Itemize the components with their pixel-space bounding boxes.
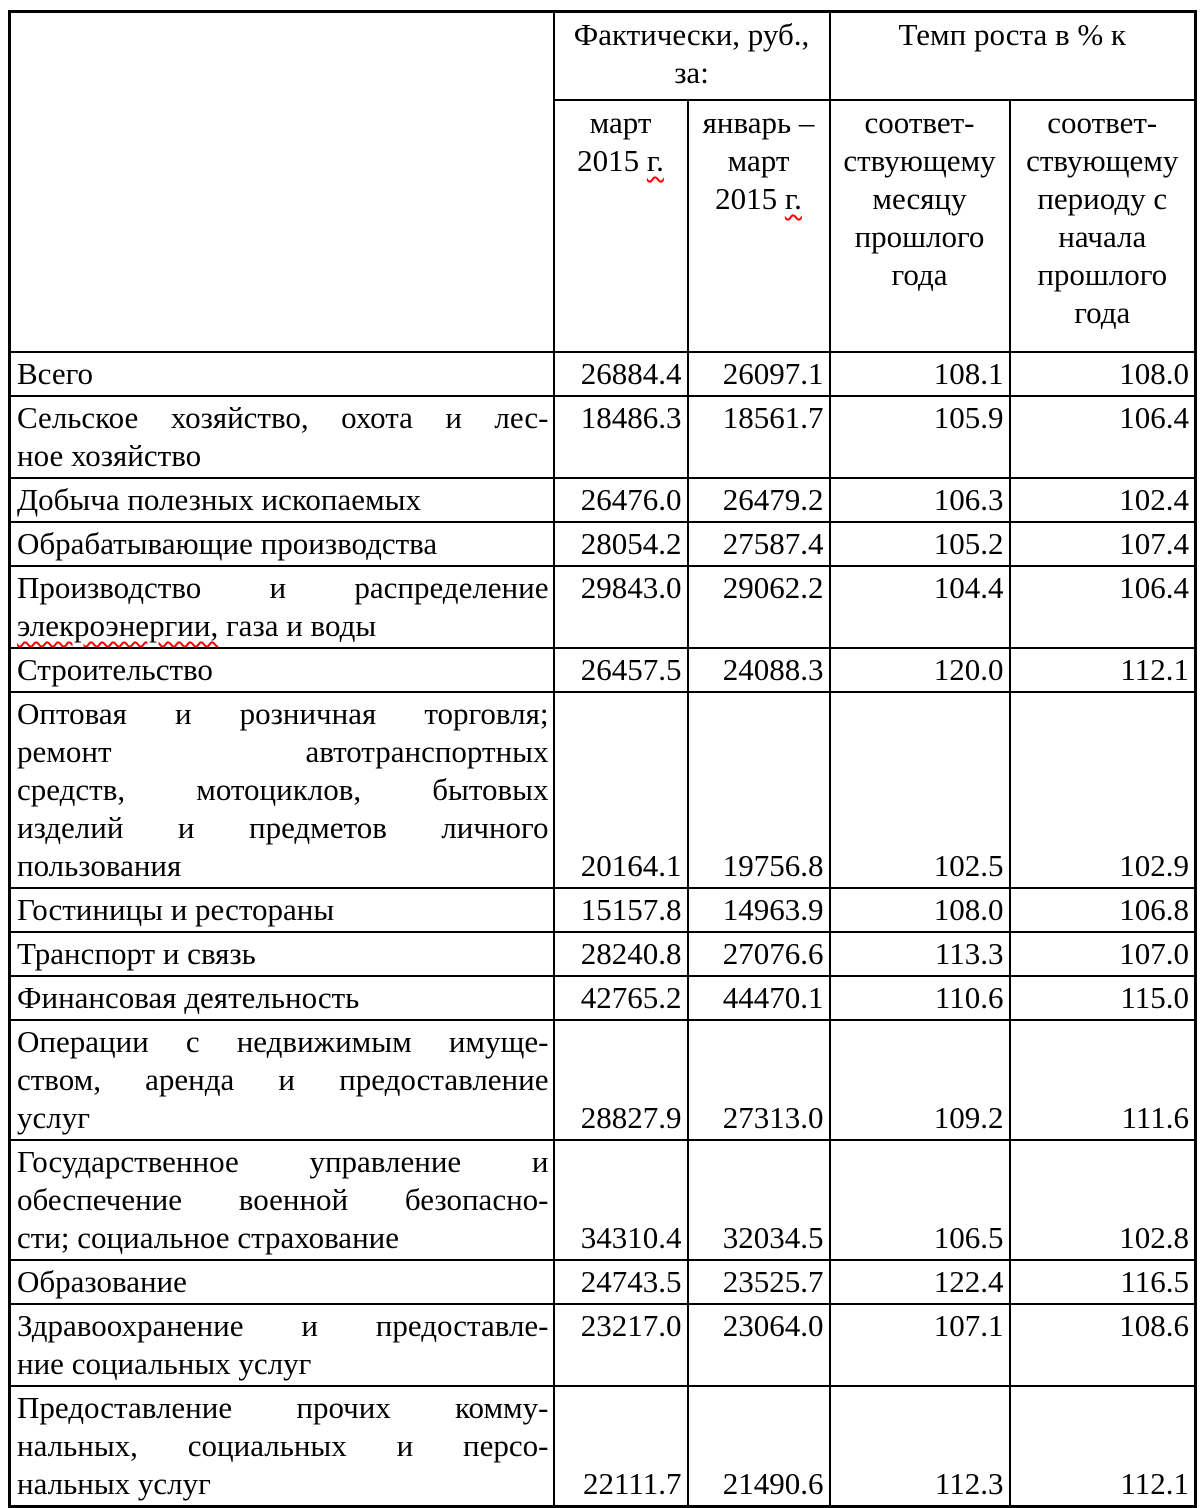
col-header-line: месяцу (872, 181, 967, 216)
misspelled-abbrev: г. (784, 181, 802, 216)
value-growth-vs-period: 106.4 (1010, 396, 1196, 478)
row-label-cell (10, 692, 554, 888)
table-row (10, 1304, 1196, 1386)
row-label-line: изделий и предметов личного (17, 810, 549, 845)
table-row (10, 1140, 1196, 1260)
row-label-cell (10, 1260, 554, 1304)
value-jan-march-2015: 29062.2 (688, 566, 830, 648)
col-header-growth-vs-month (830, 100, 1010, 352)
col-header-line: периоду с (1037, 181, 1168, 216)
value-growth-vs-period: 111.6 (1010, 1020, 1196, 1140)
table-row (10, 888, 1196, 932)
row-label-line: обеспечение военной безопасно- (17, 1182, 549, 1217)
value-growth-vs-month: 109.2 (830, 1020, 1010, 1140)
value-march-2015: 26457.5 (554, 648, 688, 692)
value-march-2015: 20164.1 (554, 692, 688, 888)
row-label-cell (10, 932, 554, 976)
row-label-cell (10, 478, 554, 522)
value-jan-march-2015: 27076.6 (688, 932, 830, 976)
value-growth-vs-period: 115.0 (1010, 976, 1196, 1020)
value-jan-march-2015: 19756.8 (688, 692, 830, 888)
misspelled-abbrev: г. (646, 143, 664, 178)
row-label-cell (10, 352, 554, 396)
header-group-row (10, 12, 1196, 101)
table-body (10, 352, 1196, 1507)
value-march-2015: 23217.0 (554, 1304, 688, 1386)
row-label-line: нальных услуг (17, 1466, 211, 1501)
value-march-2015: 29843.0 (554, 566, 688, 648)
row-label-line: Обрабатывающие производства (17, 526, 438, 561)
wages-by-industry-table (8, 10, 1197, 1508)
row-label-cell (10, 648, 554, 692)
row-label-cell (10, 1386, 554, 1507)
value-jan-march-2015: 27313.0 (688, 1020, 830, 1140)
value-march-2015: 26476.0 (554, 478, 688, 522)
value-growth-vs-month: 108.1 (830, 352, 1010, 396)
col-header-line: прошлого (854, 219, 985, 254)
row-label-line: Финансовая деятельность (17, 980, 360, 1015)
value-march-2015: 24743.5 (554, 1260, 688, 1304)
value-growth-vs-period: 106.8 (1010, 888, 1196, 932)
row-label-cell (10, 1020, 554, 1140)
col-header-line: года (891, 257, 948, 292)
value-growth-vs-month: 107.1 (830, 1304, 1010, 1386)
col-header-jan-march-2015 (688, 100, 830, 352)
value-growth-vs-period: 108.6 (1010, 1304, 1196, 1386)
table-row (10, 352, 1196, 396)
value-march-2015: 15157.8 (554, 888, 688, 932)
row-label-line: ремонт автотранспортных (17, 734, 549, 769)
row-label-line: сти; социальное страхование (17, 1220, 400, 1255)
fact-group-line: за: (674, 55, 709, 90)
value-growth-vs-month: 105.2 (830, 522, 1010, 566)
table-header (10, 12, 1196, 353)
value-growth-vs-period: 107.4 (1010, 522, 1196, 566)
row-label-cell (10, 396, 554, 478)
row-label-cell (10, 566, 554, 648)
value-jan-march-2015: 14963.9 (688, 888, 830, 932)
value-growth-vs-period: 102.8 (1010, 1140, 1196, 1260)
growth-group-header: Темп роста в % к (830, 12, 1196, 101)
fact-group-header (554, 12, 830, 101)
table-row (10, 566, 1196, 648)
row-label-line (17, 607, 549, 645)
col-header-line: ствующему (843, 143, 996, 178)
value-march-2015: 28240.8 (554, 932, 688, 976)
value-march-2015: 22111.7 (554, 1386, 688, 1507)
row-label-cell (10, 1140, 554, 1260)
row-label-line: Образование (17, 1264, 187, 1299)
value-growth-vs-month: 108.0 (830, 888, 1010, 932)
table-row (10, 1386, 1196, 1507)
row-label-cell (10, 888, 554, 932)
value-jan-march-2015: 26479.2 (688, 478, 830, 522)
industry-column-header (10, 12, 554, 353)
value-jan-march-2015: 27587.4 (688, 522, 830, 566)
row-label-line: Предоставление прочих комму- (17, 1390, 549, 1425)
row-label-line: Производство и распределение (17, 570, 549, 605)
table-row (10, 648, 1196, 692)
col-header-line (693, 180, 825, 218)
row-label-cell (10, 1304, 554, 1386)
col-header-growth-vs-period (1010, 100, 1196, 352)
value-growth-vs-period: 102.9 (1010, 692, 1196, 888)
col-header-line: март (727, 143, 790, 178)
col-header-line: соответ- (1047, 105, 1158, 140)
row-label-line: Оптовая и розничная торговля; (17, 696, 549, 731)
value-growth-vs-period: 106.4 (1010, 566, 1196, 648)
row-label-line: Сельское хозяйство, охота и лес- (17, 400, 549, 435)
row-label-line: ние социальных услуг (17, 1346, 312, 1381)
table-row (10, 522, 1196, 566)
col-header-line: соответ- (864, 105, 975, 140)
value-growth-vs-month: 106.3 (830, 478, 1010, 522)
value-growth-vs-period: 102.4 (1010, 478, 1196, 522)
value-jan-march-2015: 26097.1 (688, 352, 830, 396)
col-header-line: март (589, 105, 652, 140)
value-jan-march-2015: 44470.1 (688, 976, 830, 1020)
value-jan-march-2015: 21490.6 (688, 1386, 830, 1507)
value-growth-vs-period: 112.1 (1010, 648, 1196, 692)
value-march-2015: 18486.3 (554, 396, 688, 478)
value-growth-vs-month: 104.4 (830, 566, 1010, 648)
value-growth-vs-month: 113.3 (830, 932, 1010, 976)
label-text: газа и воды (218, 608, 377, 643)
row-label-line: услуг (17, 1100, 90, 1135)
value-march-2015: 42765.2 (554, 976, 688, 1020)
row-label-line: Всего (17, 356, 94, 391)
col-header-march-2015 (554, 100, 688, 352)
value-growth-vs-month: 105.9 (830, 396, 1010, 478)
value-growth-vs-period: 108.0 (1010, 352, 1196, 396)
fact-group-line: Фактически, руб., (573, 17, 810, 52)
year-text: 2015 (577, 143, 640, 178)
value-growth-vs-period: 107.0 (1010, 932, 1196, 976)
value-growth-vs-period: 112.1 (1010, 1386, 1196, 1507)
table-row (10, 1260, 1196, 1304)
value-march-2015: 26884.4 (554, 352, 688, 396)
table-row (10, 692, 1196, 888)
value-march-2015: 34310.4 (554, 1140, 688, 1260)
row-label-line: Строительство (17, 652, 213, 687)
row-label-line: Гостиницы и рестораны (17, 892, 335, 927)
row-label-line: ное хозяйство (17, 438, 202, 473)
value-jan-march-2015: 24088.3 (688, 648, 830, 692)
year-text: 2015 (715, 181, 778, 216)
row-label-line: ством, аренда и предоставление (17, 1062, 549, 1097)
row-label-line: средств, мотоциклов, бытовых (17, 772, 549, 807)
col-header-line: года (1074, 295, 1131, 330)
value-growth-vs-month: 110.6 (830, 976, 1010, 1020)
row-label-cell (10, 522, 554, 566)
col-header-line: январь – (702, 105, 815, 140)
value-growth-vs-month: 102.5 (830, 692, 1010, 888)
value-march-2015: 28054.2 (554, 522, 688, 566)
value-growth-vs-month: 120.0 (830, 648, 1010, 692)
value-jan-march-2015: 23064.0 (688, 1304, 830, 1386)
value-jan-march-2015: 23525.7 (688, 1260, 830, 1304)
row-label-line: Добыча полезных ископаемых (17, 482, 421, 517)
row-label-line: Здравоохранение и предоставле- (17, 1308, 549, 1343)
value-jan-march-2015: 18561.7 (688, 396, 830, 478)
table-row (10, 976, 1196, 1020)
col-header-line: прошлого (1037, 257, 1168, 292)
table-row (10, 1020, 1196, 1140)
table-row (10, 478, 1196, 522)
misspelled-word: элекроэнергии, (17, 608, 219, 643)
row-label-line: пользования (17, 848, 182, 883)
value-growth-vs-month: 122.4 (830, 1260, 1010, 1304)
row-label-cell (10, 976, 554, 1020)
value-growth-vs-month: 106.5 (830, 1140, 1010, 1260)
value-jan-march-2015: 32034.5 (688, 1140, 830, 1260)
row-label-line: Транспорт и связь (17, 936, 256, 971)
row-label-line: нальных, социальных и персо- (17, 1428, 549, 1463)
col-header-line: ствующему (1026, 143, 1179, 178)
col-header-line (559, 142, 683, 180)
table-row (10, 932, 1196, 976)
row-label-line: Государственное управление и (17, 1144, 549, 1179)
value-march-2015: 28827.9 (554, 1020, 688, 1140)
col-header-line: начала (1058, 219, 1147, 254)
table-row (10, 396, 1196, 478)
row-label-line: Операции с недвижимым имуще- (17, 1024, 549, 1059)
value-growth-vs-period: 116.5 (1010, 1260, 1196, 1304)
value-growth-vs-month: 112.3 (830, 1386, 1010, 1507)
